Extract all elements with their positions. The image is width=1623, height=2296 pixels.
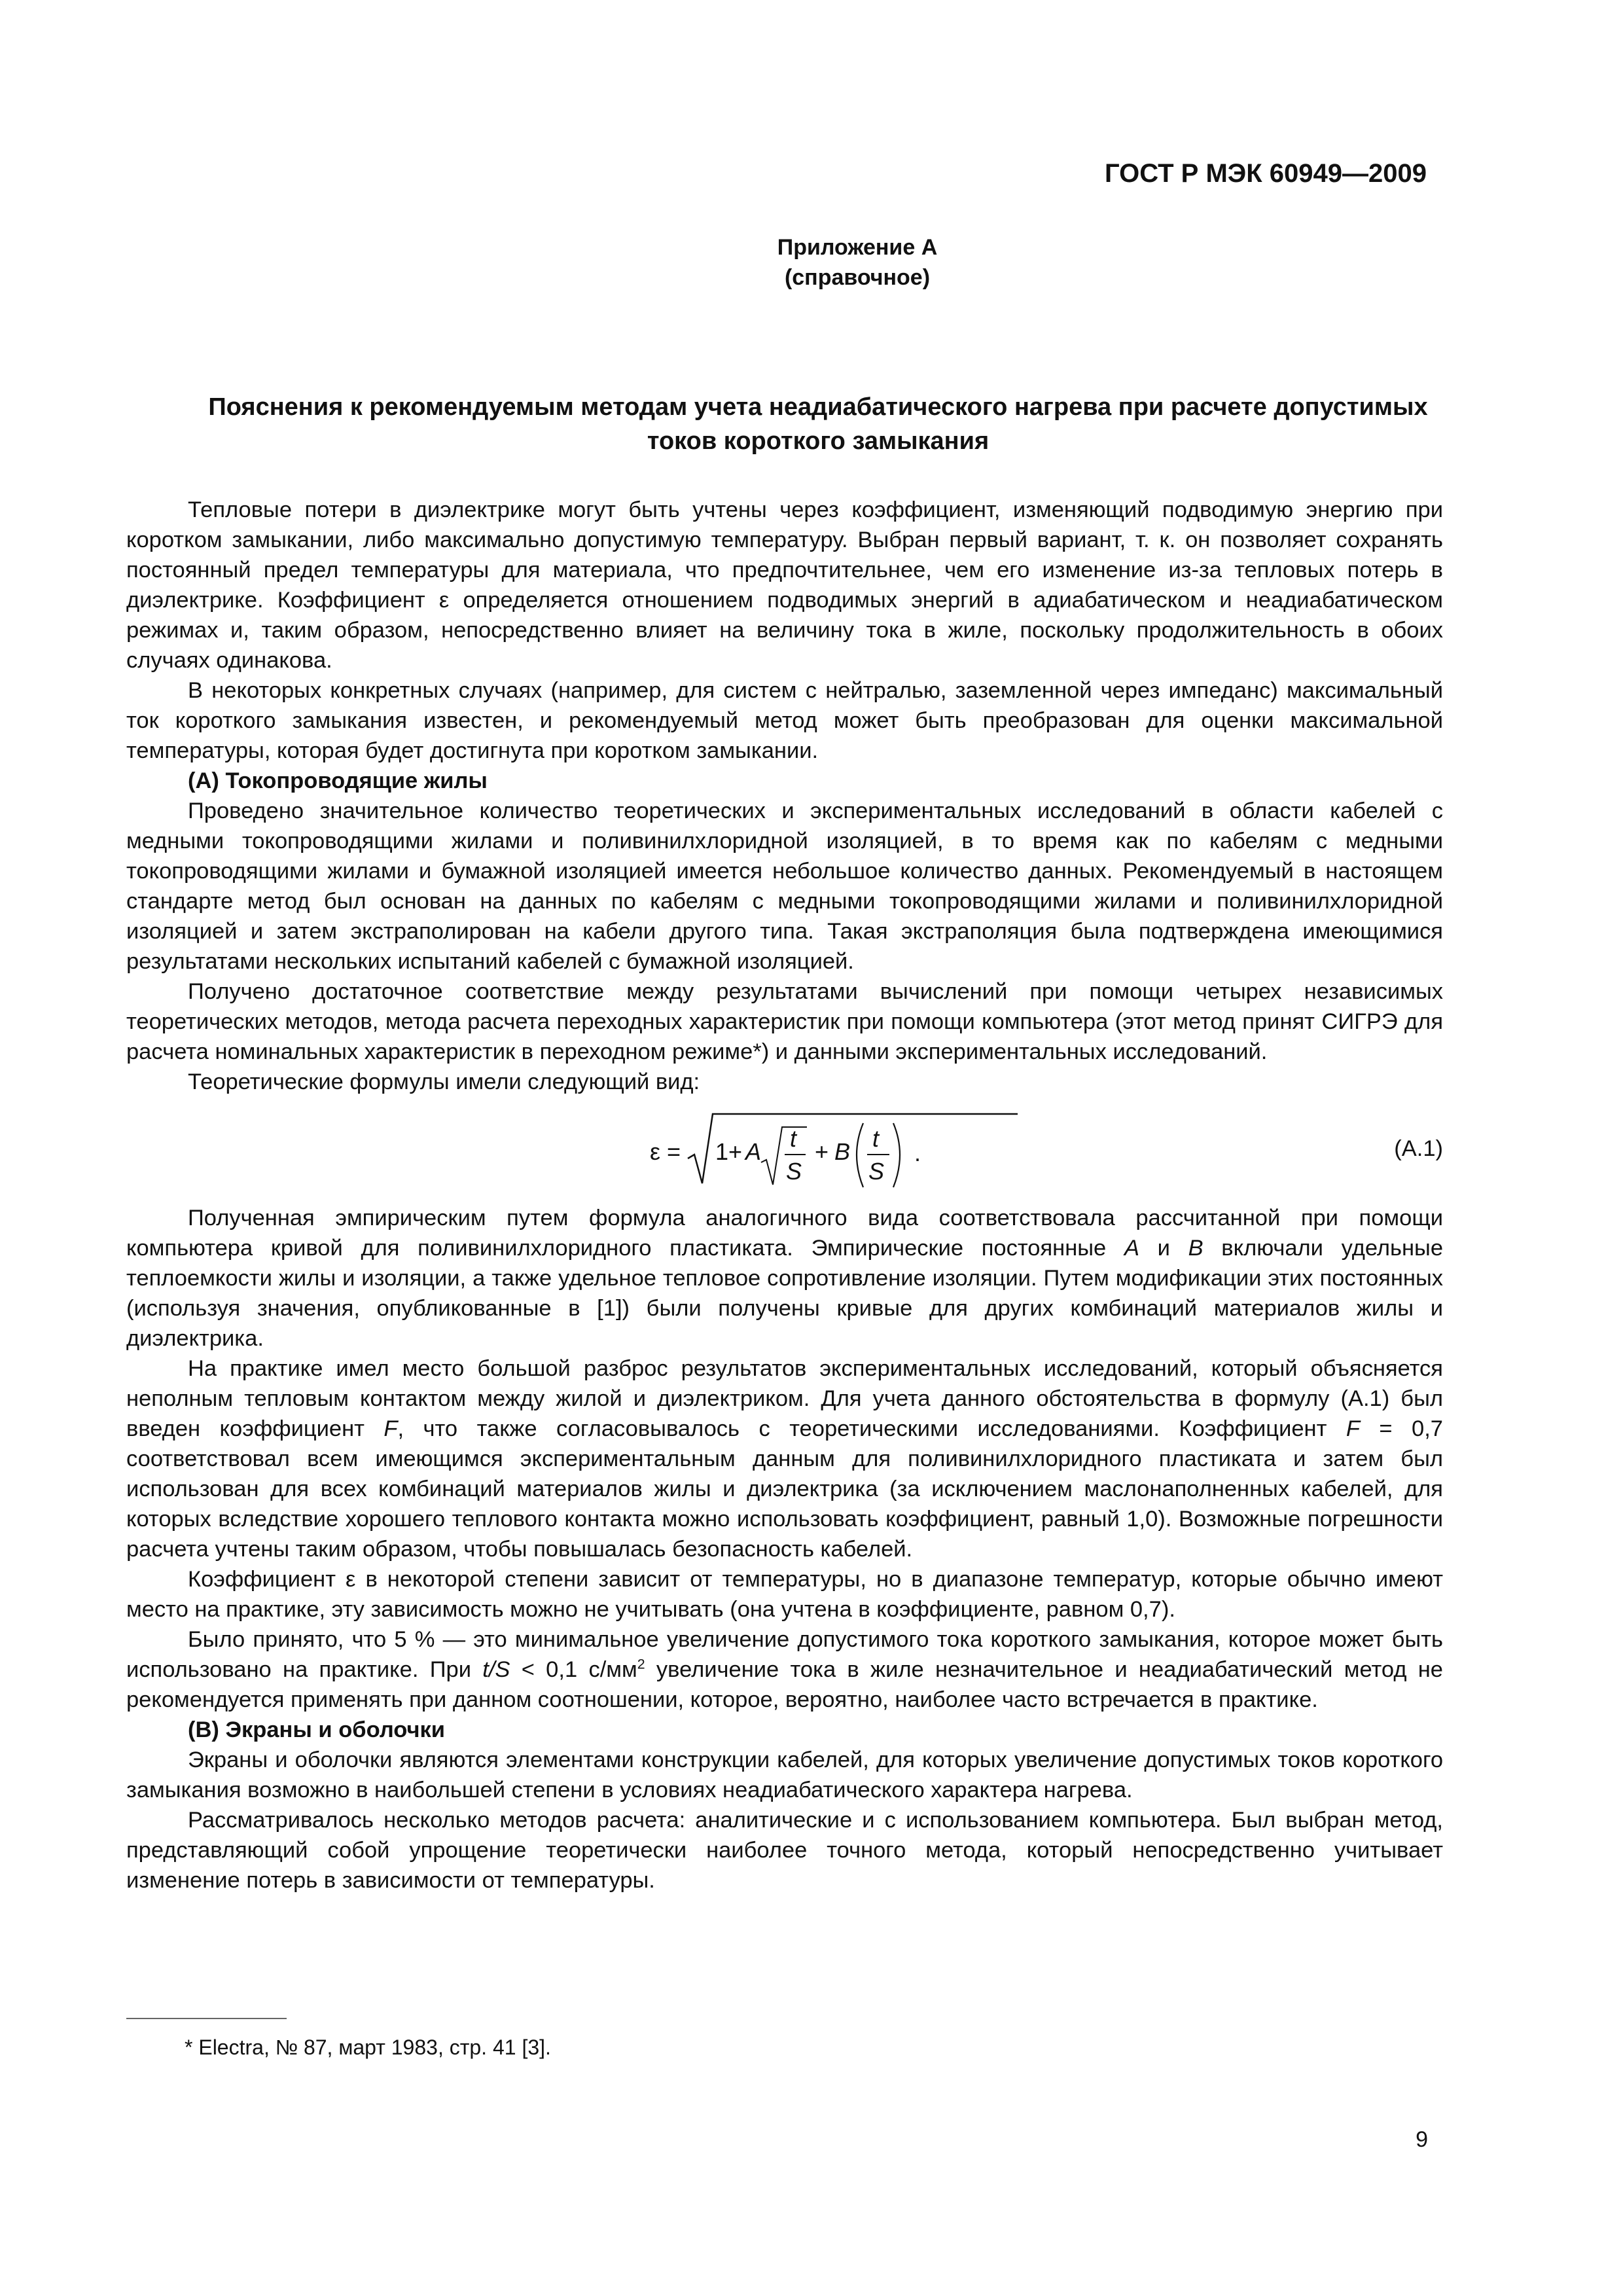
formula-t-1: t <box>790 1125 797 1152</box>
paragraph <box>126 1624 1443 1715</box>
formula-row <box>126 1101 1443 1203</box>
footnote: * Electra, № 87, март 1983, стр. 41 [3]. <box>185 2036 551 2059</box>
formula-s-1: S <box>786 1158 802 1185</box>
right-paren <box>893 1123 900 1187</box>
text-run: и <box>1139 1236 1188 1261</box>
formula-end: . <box>914 1139 921 1166</box>
paragraph: В некоторых конкретных случаях (например, для систем с нейтралью, заземленной через импеданс) максимальный ток короткого замыкания известен, и рекомендуемый метод может быть преобразован для оценки максимальной температуры, которая будет достигнута при коротком замыкании. <box>126 678 1443 763</box>
text-run: , что также согласовывалось с теоретическими исследованиями. Коэффициент <box>397 1416 1346 1441</box>
formula-coef-a: A <box>745 1138 762 1165</box>
text-run: = 0,7 соответствовал всем имеющимся экспериментальным данным для поливинилхлоридного пластиката и затем был использован для всех комбинаций материалов жилы и диэлектрика (за исключением маслонаполненных кабелей, для которых вследствие хорошего теплового контакта можно использовать коэффициент, равный 1,0). Возможные погрешности расчета учтены таким образом, чтобы повышалась безопасность кабелей. <box>126 1416 1443 1562</box>
annex-kind: (справочное) <box>784 265 931 290</box>
page-number: 9 <box>1416 2127 1428 2152</box>
standard-code: ГОСТ Р МЭК 60949—2009 <box>1104 159 1427 188</box>
paragraph <box>126 1203 1443 1354</box>
paragraph <box>126 1354 1443 1564</box>
left-paren <box>857 1123 863 1187</box>
annex-title: Пояснения к рекомендуемым методам учета неадиабатического нагрева при расчете допустимых токов короткого замыкания <box>208 393 1428 455</box>
text-run: Полученная эмпирическим путем формула аналогичного вида соответствовала рассчитанной при помощи компьютера кривой для поливинилхлоридного пластиката. Эмпирические постоянные <box>126 1206 1443 1261</box>
symbol-a: A <box>1124 1236 1139 1261</box>
formula-one-plus: 1+ <box>715 1138 743 1165</box>
symbol-b: B <box>1188 1236 1204 1261</box>
paragraph: Рассматривалось несколько методов расчета: аналитические и с использованием компьютера. Был выбран метод, представляющий собой упрощение теоретически наиболее точного метода, который непосредственно учитывает изменение потерь в зависимости от температуры. <box>126 1808 1443 1893</box>
body-text <box>126 495 1443 1895</box>
paragraph: Тепловые потери в диэлектрике могут быть учтены через коэффициент, изменяющий подводимую энергию при коротком замыкании, либо максимально допустимую температуру. Выбран первый вариант, т. к. он позволяет сохранять постоянный предел температуры для материала, что предпочтительнее, чем его изменение из-за тепловых потерь в диэлектрике. Коэффициент ε определяется отношением подводимых энергий в адиабатическом и неадиабатическом режимах и, таким образом, непосредственно влияет на величину тока в жиле, поскольку продолжительность в обоих случаях одинакова. <box>126 497 1443 673</box>
paragraph: Получено достаточное соответствие между результатами вычислений при помощи четырех независимых теоретических методов, метода расчета переходных характеристик при помощи компьютера (этот метод принят СИГРЭ для расчета номинальных характеристик в переходном режиме*) и данными экспериментальных исследований. <box>126 979 1443 1064</box>
formula-coef-b: B <box>834 1138 851 1165</box>
formula-a1 <box>650 1106 1043 1198</box>
paragraph: Коэффициент ε в некоторой степени зависит от температуры, но в диапазоне температур, которые обычно имеют место на практике, эту зависимость можно не учитывать (она учтена в коэффициенте, равном 0,7). <box>126 1567 1443 1622</box>
section-heading-b: (В) Экраны и оболочки <box>188 1717 446 1742</box>
symbol-f: F <box>1346 1416 1360 1441</box>
text-run: < 0,1 с/мм <box>510 1657 637 1682</box>
text-run: На практике имел место большой разброс результатов экспериментальных исследований, который объясняется неполным тепловым контактом между жилой и диэлектриком. Для учета данного обстоятельства в формулу (А.1) был введен коэффициент <box>126 1356 1443 1441</box>
text-run: Было принято, что 5 % — это минимальное увеличение допустимого тока короткого замыкания, которое может быть использовано на практике. При <box>126 1627 1443 1682</box>
paragraph: Теоретические формулы имели следующий вид: <box>188 1069 700 1094</box>
formula-number: (А.1) <box>1394 1136 1443 1161</box>
symbol-f: F <box>383 1416 398 1441</box>
annex-label: Приложение А <box>777 235 938 260</box>
text-run: включали удельные теплоемкости жилы и изоляции, а также удельное тепловое сопротивление изоляции. Путем модификации этих постоянных (используя значения, опубликованные в [1]) были получены кривые для других комбинаций материалов жилы и диэлектрика. <box>126 1236 1444 1351</box>
section-heading-a: (А) Токопроводящие жилы <box>188 768 488 793</box>
superscript: 2 <box>637 1656 645 1672</box>
text-run: увеличение тока в жиле незначительное и неадиабатический метод не рекомендуется применять при данном соотношении, которое, вероятно, наиболее часто встречается в практике. <box>126 1657 1443 1712</box>
formula-s-2: S <box>868 1158 885 1185</box>
paragraph: Проведено значительное количество теоретических и экспериментальных исследований в области кабелей с медными токопроводящими жилами и поливинилхлоридной изоляцией, в то время как по кабелям с медными токопроводящими жилами и бумажной изоляцией имеется небольшое количество данных. Рекомендуемый в настоящем стандарте метод был основан на данных по кабелям с медными токопроводящими жилами и поливинилхлоридной изоляцией и затем экстраполирован на кабели другого типа. Такая экстраполяция была подтверждена имеющимися результатами нескольких испытаний кабелей с бумажной изоляцией. <box>126 798 1443 974</box>
formula-lhs: ε = <box>650 1138 681 1165</box>
annex-heading <box>0 232 1623 293</box>
symbol-t-over-s: t/S <box>482 1657 510 1682</box>
paragraph: Экраны и оболочки являются элементами конструкции кабелей, для которых увеличение допустимых токов короткого замыкания возможно в наибольшей степени в условиях неадиабатического характера нагрева. <box>126 1748 1443 1803</box>
formula-t-2: t <box>872 1125 880 1152</box>
footnote-rule <box>126 2018 287 2019</box>
formula-plus: + <box>815 1138 829 1165</box>
